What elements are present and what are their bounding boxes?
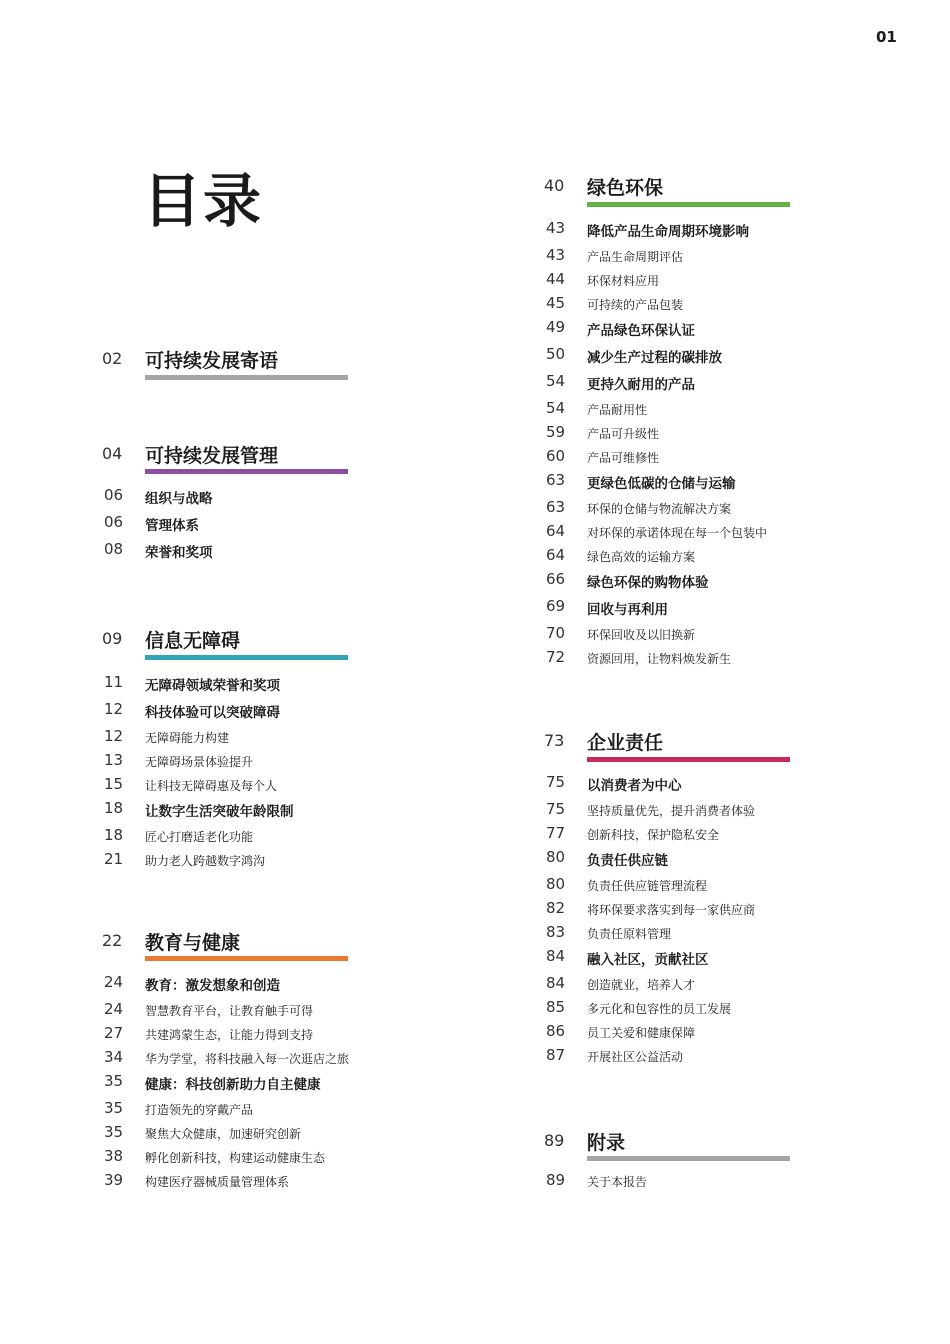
entry-title[interactable]: 荣誉和奖项 <box>145 545 213 561</box>
entry-title[interactable]: 助力老人跨越数字鸿沟 <box>145 854 266 868</box>
entry-page-number: 77 <box>546 824 566 842</box>
toc-section-appendix[interactable] <box>544 1129 814 1189</box>
section-page-number: 02 <box>102 349 123 368</box>
entry-title[interactable]: 孵化创新科技，构建运动健康生态 <box>145 1151 326 1165</box>
entry-page-number: 12 <box>104 700 124 718</box>
entry-title[interactable]: 教育：激发想象和创造 <box>145 978 280 994</box>
entry-title[interactable]: 产品绿色环保认证 <box>587 323 695 339</box>
entry-title[interactable]: 创造就业，培养人才 <box>587 978 696 992</box>
section-divider-crimson <box>587 757 790 762</box>
toc-entry[interactable] <box>544 1046 844 1070</box>
entry-title[interactable]: 智慧教育平台，让教育触手可得 <box>145 1004 314 1018</box>
section-divider-green <box>587 202 790 207</box>
section-items <box>102 973 402 1195</box>
entry-title[interactable]: 科技体验可以突破障碍 <box>145 705 280 721</box>
entry-title[interactable]: 环保材料应用 <box>587 274 660 288</box>
section-divider-purple <box>145 469 348 474</box>
entry-title[interactable]: 组织与战略 <box>145 491 213 507</box>
section-divider-teal <box>145 655 348 660</box>
entry-title[interactable]: 产品耐用性 <box>587 403 648 417</box>
entry-page-number: 35 <box>104 1123 124 1141</box>
entry-title[interactable]: 开展社区公益活动 <box>587 1050 684 1064</box>
entry-title[interactable]: 构建医疗器械质量管理体系 <box>145 1175 290 1189</box>
toc-entry[interactable] <box>544 546 844 570</box>
entry-page-number: 80 <box>546 848 566 866</box>
section-items <box>102 486 402 567</box>
entry-page-number: 39 <box>104 1171 124 1189</box>
entry-title[interactable]: 产品可维修性 <box>587 451 660 465</box>
toc-section-sustainability-message[interactable] <box>102 347 372 375</box>
section-title[interactable]: 可持续发展寄语 <box>145 350 279 372</box>
toc-entry[interactable] <box>102 751 402 775</box>
entry-page-number: 21 <box>104 850 124 868</box>
section-title[interactable]: 信息无障碍 <box>145 630 241 652</box>
toc-entry[interactable] <box>544 848 844 875</box>
entry-page-number: 64 <box>546 522 566 540</box>
toc-entry[interactable] <box>102 1147 402 1171</box>
entry-page-number: 60 <box>546 447 566 465</box>
toc-entry[interactable] <box>102 1171 402 1195</box>
toc-entry[interactable] <box>544 597 844 624</box>
toc-section-sustainability-management[interactable] <box>102 442 372 561</box>
entry-page-number: 69 <box>546 597 566 615</box>
entry-title[interactable]: 对环保的承诺体现在每一个包装中 <box>587 526 768 540</box>
entry-page-number: 80 <box>546 875 566 893</box>
section-page-number: 22 <box>102 931 123 950</box>
entry-page-number: 06 <box>104 513 124 531</box>
toc-entry[interactable] <box>544 773 844 800</box>
entry-page-number: 18 <box>104 799 124 817</box>
entry-page-number: 89 <box>546 1171 566 1189</box>
entry-page-number: 63 <box>546 498 566 516</box>
entry-title[interactable]: 打造领先的穿戴产品 <box>145 1103 254 1117</box>
entry-page-number: 15 <box>104 775 124 793</box>
entry-page-number: 12 <box>104 727 124 745</box>
entry-title[interactable]: 坚持质量优先，提升消费者体验 <box>587 804 756 818</box>
section-title[interactable]: 绿色环保 <box>587 177 664 199</box>
section-page-number: 09 <box>102 629 123 648</box>
entry-page-number: 54 <box>546 399 566 417</box>
toc-entry[interactable] <box>102 1000 402 1024</box>
toc-entry[interactable] <box>102 1024 402 1048</box>
toc-entry[interactable] <box>544 447 844 471</box>
toc-section-accessibility[interactable] <box>102 627 372 868</box>
toc-entry[interactable] <box>544 824 844 848</box>
entry-title[interactable]: 更持久耐用的产品 <box>587 377 695 393</box>
section-divider-orange <box>145 956 348 961</box>
entry-title[interactable]: 无障碍能力构建 <box>145 731 230 745</box>
entry-page-number: 84 <box>546 947 566 965</box>
toc-entry[interactable] <box>102 1048 402 1072</box>
toc-entry[interactable] <box>102 826 402 850</box>
section-page-number: 73 <box>544 731 565 750</box>
toc-entry[interactable] <box>544 624 844 648</box>
entry-page-number: 45 <box>546 294 566 312</box>
entry-page-number: 82 <box>546 899 566 917</box>
entry-title[interactable]: 管理体系 <box>145 518 199 534</box>
entry-page-number: 43 <box>546 219 566 237</box>
entry-title[interactable]: 融入社区，贡献社区 <box>587 952 709 968</box>
entry-page-number: 06 <box>104 486 124 504</box>
section-title[interactable]: 教育与健康 <box>145 932 241 954</box>
toc-entry[interactable] <box>102 973 402 1000</box>
entry-title[interactable]: 让科技无障碍惠及每个人 <box>145 779 278 793</box>
toc-entry[interactable] <box>544 899 844 923</box>
entry-title[interactable]: 共建鸿蒙生态，让能力得到支持 <box>145 1028 314 1042</box>
section-divider-gray <box>587 1156 790 1161</box>
entry-title[interactable]: 可持续的产品包装 <box>587 298 684 312</box>
entry-title[interactable]: 更绿色低碳的仓储与运输 <box>587 476 736 492</box>
toc-entry[interactable] <box>544 1022 844 1046</box>
toc-entry[interactable] <box>102 775 402 799</box>
toc-entry[interactable] <box>544 372 844 399</box>
toc-entry[interactable] <box>544 318 844 345</box>
entry-page-number: 44 <box>546 270 566 288</box>
entry-title[interactable]: 环保的仓储与物流解决方案 <box>587 502 732 516</box>
entry-page-number: 24 <box>104 1000 124 1018</box>
entry-title[interactable]: 健康：科技创新助力自主健康 <box>145 1077 321 1093</box>
entry-title[interactable]: 聚焦大众健康，加速研究创新 <box>145 1127 302 1141</box>
entry-title[interactable]: 负责任供应链管理流程 <box>587 879 708 893</box>
section-items <box>544 1171 844 1195</box>
toc-entry[interactable] <box>544 875 844 899</box>
entry-title[interactable]: 无障碍领域荣誉和奖项 <box>145 678 280 694</box>
toc-entry[interactable] <box>102 700 402 727</box>
entry-page-number: 08 <box>104 540 124 558</box>
section-title[interactable]: 附录 <box>587 1132 626 1154</box>
toc-entry[interactable] <box>544 522 844 546</box>
toc-entry[interactable] <box>544 923 844 947</box>
entry-page-number: 84 <box>546 974 566 992</box>
entry-title[interactable]: 创新科技，保护隐私安全 <box>587 828 720 842</box>
toc-entry[interactable] <box>102 727 402 751</box>
entry-page-number: 59 <box>546 423 566 441</box>
entry-title[interactable]: 降低产品生命周期环境影响 <box>587 224 749 240</box>
toc-entry[interactable] <box>544 423 844 447</box>
section-page-number: 89 <box>544 1131 565 1150</box>
toc-entry[interactable] <box>102 1072 402 1099</box>
entry-page-number: 35 <box>104 1099 124 1117</box>
toc-entry[interactable] <box>102 799 402 826</box>
toc-entry[interactable] <box>544 947 844 974</box>
toc-entry[interactable] <box>544 1171 844 1195</box>
toc-entry[interactable] <box>544 345 844 372</box>
entry-title[interactable]: 关于本报告 <box>587 1175 648 1189</box>
entry-page-number: 54 <box>546 372 566 390</box>
toc-entry[interactable] <box>544 270 844 294</box>
toc-entry[interactable] <box>544 471 844 498</box>
entry-title[interactable]: 匠心打磨适老化功能 <box>145 830 254 844</box>
entry-page-number: 75 <box>546 773 566 791</box>
entry-page-number: 50 <box>546 345 566 363</box>
toc-entry[interactable] <box>544 974 844 998</box>
page-number: 01 <box>876 28 897 46</box>
section-items <box>544 219 844 672</box>
entry-page-number: 38 <box>104 1147 124 1165</box>
toc-entry[interactable] <box>544 648 844 672</box>
entry-page-number: 85 <box>546 998 566 1016</box>
toc-entry[interactable] <box>544 246 844 270</box>
entry-page-number: 13 <box>104 751 124 769</box>
entry-title[interactable]: 以消费者为中心 <box>587 778 682 794</box>
toc-entry[interactable] <box>544 998 844 1022</box>
entry-title[interactable]: 多元化和包容性的员工发展 <box>587 1002 732 1016</box>
entry-title[interactable]: 负责任原料管理 <box>587 927 672 941</box>
section-items <box>102 673 402 874</box>
section-title[interactable]: 企业责任 <box>587 732 664 754</box>
entry-title[interactable]: 员工关爱和健康保障 <box>587 1026 696 1040</box>
toc-title: 目录 <box>143 167 264 235</box>
toc-entry[interactable] <box>544 399 844 423</box>
entry-title[interactable]: 华为学堂，将科技融入每一次逛店之旅 <box>145 1052 350 1066</box>
section-page-number: 04 <box>102 444 123 463</box>
section-items <box>544 773 844 1070</box>
entry-title[interactable]: 绿色高效的运输方案 <box>587 550 696 564</box>
toc-entry[interactable] <box>102 673 402 700</box>
entry-page-number: 72 <box>546 648 566 666</box>
entry-title[interactable]: 绿色环保的购物体验 <box>587 575 709 591</box>
entry-title[interactable]: 回收与再利用 <box>587 602 668 618</box>
entry-page-number: 49 <box>546 318 566 336</box>
toc-section-corporate-responsibility[interactable] <box>544 729 814 1064</box>
entry-title[interactable]: 让数字生活突破年龄限制 <box>145 804 294 820</box>
entry-page-number: 11 <box>104 673 124 691</box>
entry-title[interactable]: 负责任供应链 <box>587 853 668 869</box>
entry-page-number: 43 <box>546 246 566 264</box>
toc-entry[interactable] <box>102 486 402 513</box>
toc-entry[interactable] <box>102 1123 402 1147</box>
entry-title[interactable]: 产品生命周期评估 <box>587 250 684 264</box>
toc-section-education-health[interactable] <box>102 929 372 1189</box>
toc-entry[interactable] <box>544 498 844 522</box>
toc-entry[interactable] <box>544 219 844 246</box>
toc-entry[interactable] <box>102 850 402 874</box>
entry-page-number: 75 <box>546 800 566 818</box>
entry-page-number: 66 <box>546 570 566 588</box>
section-divider-gray <box>145 375 348 380</box>
entry-page-number: 27 <box>104 1024 124 1042</box>
entry-page-number: 83 <box>546 923 566 941</box>
entry-page-number: 24 <box>104 973 124 991</box>
toc-entry[interactable] <box>102 540 402 567</box>
entry-title[interactable]: 环保回收及以旧换新 <box>587 628 696 642</box>
entry-title[interactable]: 资源回用，让物料焕发新生 <box>587 652 732 666</box>
entry-page-number: 64 <box>546 546 566 564</box>
entry-page-number: 87 <box>546 1046 566 1064</box>
entry-title[interactable]: 将环保要求落实到每一家供应商 <box>587 903 756 917</box>
entry-title[interactable]: 产品可升级性 <box>587 427 660 441</box>
entry-page-number: 35 <box>104 1072 124 1090</box>
toc-entry[interactable] <box>544 800 844 824</box>
toc-entry[interactable] <box>102 1099 402 1123</box>
toc-section-green-environment[interactable] <box>544 174 814 666</box>
toc-entry[interactable] <box>102 513 402 540</box>
section-page-number: 40 <box>544 176 565 195</box>
entry-page-number: 70 <box>546 624 566 642</box>
entry-title[interactable]: 无障碍场景体验提升 <box>145 755 254 769</box>
entry-page-number: 63 <box>546 471 566 489</box>
toc-entry[interactable] <box>544 294 844 318</box>
entry-page-number: 18 <box>104 826 124 844</box>
entry-page-number: 86 <box>546 1022 566 1040</box>
toc-entry[interactable] <box>544 570 844 597</box>
entry-page-number: 34 <box>104 1048 124 1066</box>
entry-title[interactable]: 减少生产过程的碳排放 <box>587 350 722 366</box>
section-title[interactable]: 可持续发展管理 <box>145 445 279 467</box>
